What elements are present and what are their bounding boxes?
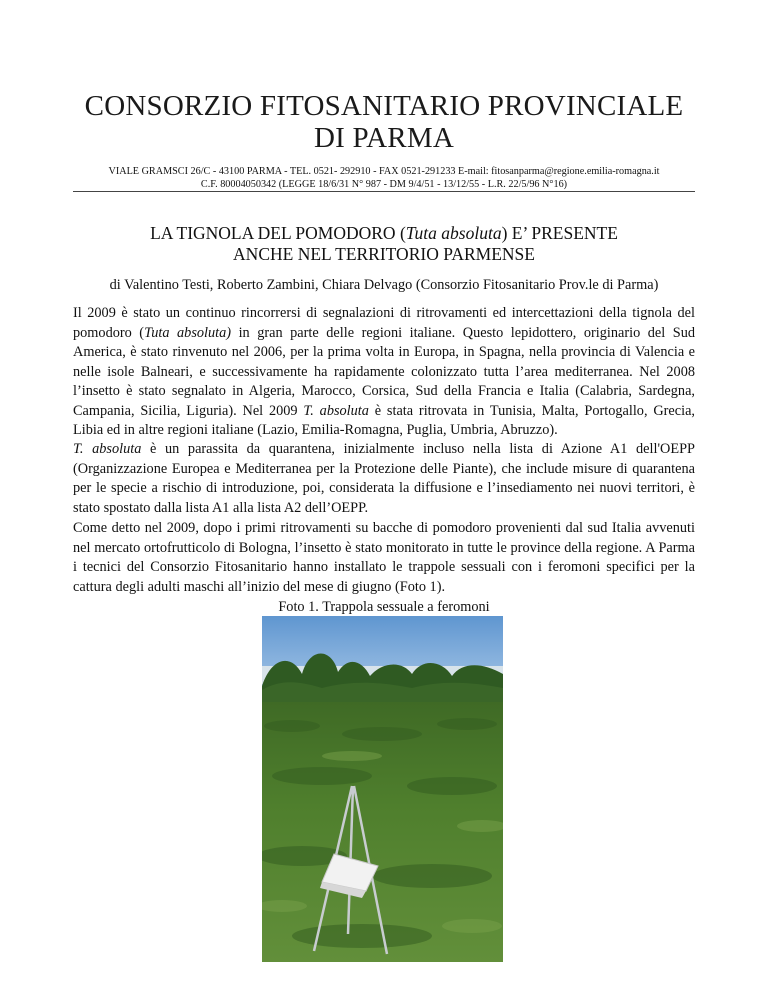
paragraph-text: Come detto nel 2009, dopo i primi ritrovamenti su bacche di pomodoro provenienti dal sud Italia avvenuti nel mercato ortofrutticolo di Bologna, l’insetto è stato monitorato in tutte le province della regione. A Parma i tecnici del Consorzio Fitosanitario hanno installato le trappole sessuali con i feromoni specifici per la cattura degli adulti maschi all’inizio del mese di giugno (Foto 1). [73,520,695,595]
address-line: VIALE GRAMSCI 26/C - 43100 PARMA - TEL. 0521- 292910 - FAX 0521-291233 E-mail: fitosanparma@regione.emilia-romagna.it [108,166,660,177]
paragraph-intro [73,304,695,441]
article-title-line1 [80,223,688,244]
article-title-part: LA TIGNOLA DEL POMODORO ( [150,223,406,243]
species-name: T. absoluta [303,402,369,419]
article-title-species: Tuta absoluta [405,223,502,243]
paragraph-monitoring [73,519,695,597]
trap-photo [262,616,503,962]
article-title [80,223,688,265]
species-name: Tuta absoluta) [144,324,232,341]
photo-caption: Foto 1. Trappola sessuale a feromoni [278,599,490,615]
authors-line: di Valentino Testi, Roberto Zambini, Chiara Delvago (Consorzio Fitosanitario Prov.le di Parma) [109,277,659,293]
paragraph-text: è un parassita da quarantena, inizialmente incluso nella lista di Azione A1 dell'OEPP (Organizzazione Europea e Mediterranea per la Protezione delle Piante), che include misure di quarantena per le specie a rischio di introduzione, poi, considerata la diffusione e l’insediamento nei nuovi territori, è stato spostato dalla lista A1 alla lista A2 dell’OEPP. [73,441,695,516]
paragraph-text: è stata ritrovata in Tunisia, Malta, Portogallo, Grecia, Libia ed in altre regioni italiane (Lazio, Emilia-Romagna, Puglia, Umbria, Abruzzo). [73,402,695,438]
trap-photo-illustration [262,616,503,962]
legal-line: C.F. 80004050342 (LEGGE 18/6/31 N° 987 - DM 9/4/51 - 13/12/55 - L.R. 22/5/96 N°16) [200,179,568,190]
organization-title [60,90,708,154]
article-title-part: ) E’ PRESENTE [501,223,618,243]
article-title-line2: ANCHE NEL TERRITORIO PARMENSE [233,244,535,264]
header-divider [73,191,695,192]
species-name: T. absoluta [73,441,142,457]
organization-title-line1: CONSORZIO FITOSANITARIO PROVINCIALE [84,90,684,122]
paragraph-text: in gran parte delle regioni italiane. Questo lepidottero, originario del Sud America, è stato rinvenuto nel 2006, per la prima volta in Europa, in Spagna, nella provincia di Valencia e nelle isole Balneari, e successivamente ha rapidamente colonizzato tutta l’area mediterranea. Nel 2008 l’insetto è stato segnalato in Algeria, Marocco, Corsica, Sud della Francia e Italia (Calabria, Sardegna, Campania, Sicilia, Liguria). Nel 2009 [73,324,695,419]
paragraph-text: Il 2009 è stato un continuo rincorrersi di segnalazioni di ritrovamenti ed intercettazioni della tignola del pomodoro ( [73,305,695,341]
organization-title-line2: DI PARMA [314,122,454,154]
paragraph-quarantine [73,440,695,518]
